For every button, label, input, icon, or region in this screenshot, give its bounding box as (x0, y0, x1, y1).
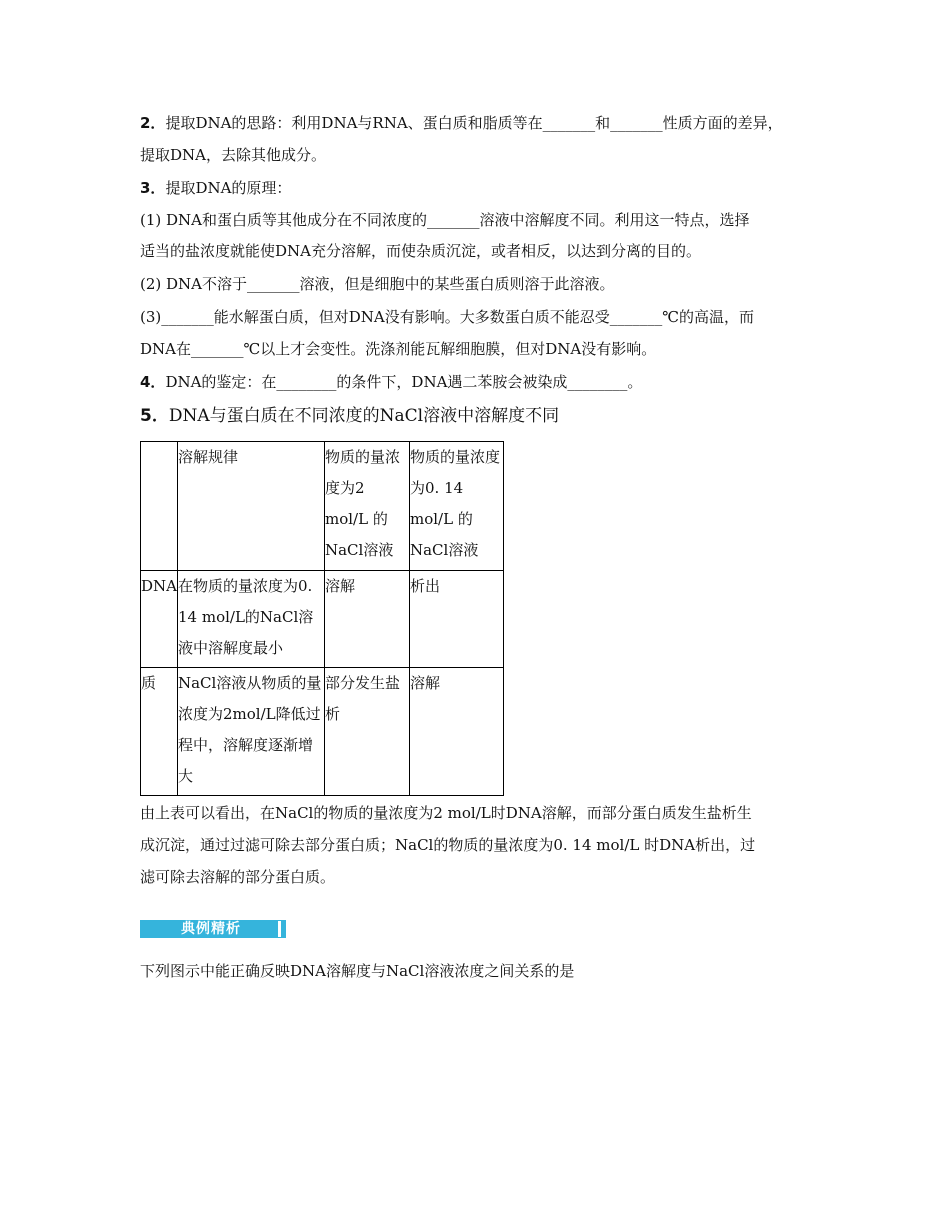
table-cell: 析出 (409, 571, 503, 668)
summary-line-1: 由上表可以看出，在NaCl的物质的量浓度为2 mol/L时DNA溶解，而部分蛋白质发生盐析生 (140, 804, 752, 822)
item-2-text: 提取DNA的思路：利用DNA与RNA、蛋白质和脂质等在_______和_______性质方面的差异， (165, 114, 783, 132)
principle-1-line-1: (1) DNA和蛋白质等其他成分在不同浓度的_______溶液中溶解度不同。利用这一特点，选择 (140, 211, 750, 229)
item-3-heading (140, 172, 800, 204)
item-5-heading (140, 400, 800, 432)
table-cell: 部分发生盐析 (324, 668, 409, 796)
table-cell: DNA (141, 571, 178, 668)
principle-3-line-2: DNA在_______℃以上才会变性。洗涤剂能瓦解细胞膜，但对DNA没有影响。 (140, 340, 657, 358)
summary-line-2: 成沉淀，通过过滤可除去部分蛋白质；NaCl的物质的量浓度为0. 14 mol/L 时DNA析出，过 (140, 836, 756, 854)
solubility-table (140, 441, 504, 796)
principle-1-line-2: 适当的盐浓度就能使DNA充分溶解，而使杂质沉淀，或者相反，以达到分离的目的。 (140, 242, 701, 260)
table-header-cell: 物质的量浓度为0. 14 mol/L 的NaCl溶液 (409, 442, 503, 571)
principle-3-line-1: (3)_______能水解蛋白质，但对DNA没有影响。大多数蛋白质不能忍受_______℃的高温，而 (140, 308, 755, 326)
item-2-line-2: 提取DNA，去除其他成分。 (140, 146, 326, 164)
item-5-number: 5． (140, 406, 169, 426)
table-cell: NaCl溶液从物质的量浓度为2mol/L降低过程中，溶解度逐渐增大 (177, 668, 324, 796)
principle-2: (2) DNA不溶于_______溶液，但是细胞中的某些蛋白质则溶于此溶液。 (140, 275, 615, 293)
table-header-cell: 物质的量浓度为2 mol/L 的NaCl溶液 (324, 442, 409, 571)
table-row (141, 668, 504, 796)
section-tag-end-mark (278, 921, 281, 937)
table-cell: 质 (141, 668, 178, 796)
item-2-number: 2． (140, 114, 166, 132)
section-tag-label: 典例精析 (181, 921, 241, 937)
table-cell (141, 442, 178, 571)
table-cell: 溶解 (409, 668, 503, 796)
example-question: 下列图示中能正确反映DNA溶解度与NaCl溶液浓度之间关系的是 (140, 962, 575, 980)
summary-line-3: 滤可除去溶解的部分蛋白质。 (140, 868, 336, 886)
item-3-number: 3． (140, 179, 166, 197)
item-5-text: DNA与蛋白质在不同浓度的NaCl溶液中溶解度不同 (168, 406, 560, 426)
table-row (141, 571, 504, 668)
item-3-text: 提取DNA的原理： (165, 179, 292, 197)
item-4-text: DNA的鉴定：在________的条件下，DNA遇二苯胺会被染成________。 (165, 373, 643, 391)
table-cell: 在物质的量浓度为0. 14 mol/L的NaCl溶液中溶解度最小 (177, 571, 324, 668)
table-cell: 溶解 (324, 571, 409, 668)
item-4 (140, 366, 800, 398)
item-4-number: 4． (140, 373, 166, 391)
section-tag-banner (140, 920, 286, 938)
item-2-line-1 (140, 107, 800, 139)
table-header-cell: 溶解规律 (177, 442, 324, 571)
table-header-row (141, 442, 504, 571)
